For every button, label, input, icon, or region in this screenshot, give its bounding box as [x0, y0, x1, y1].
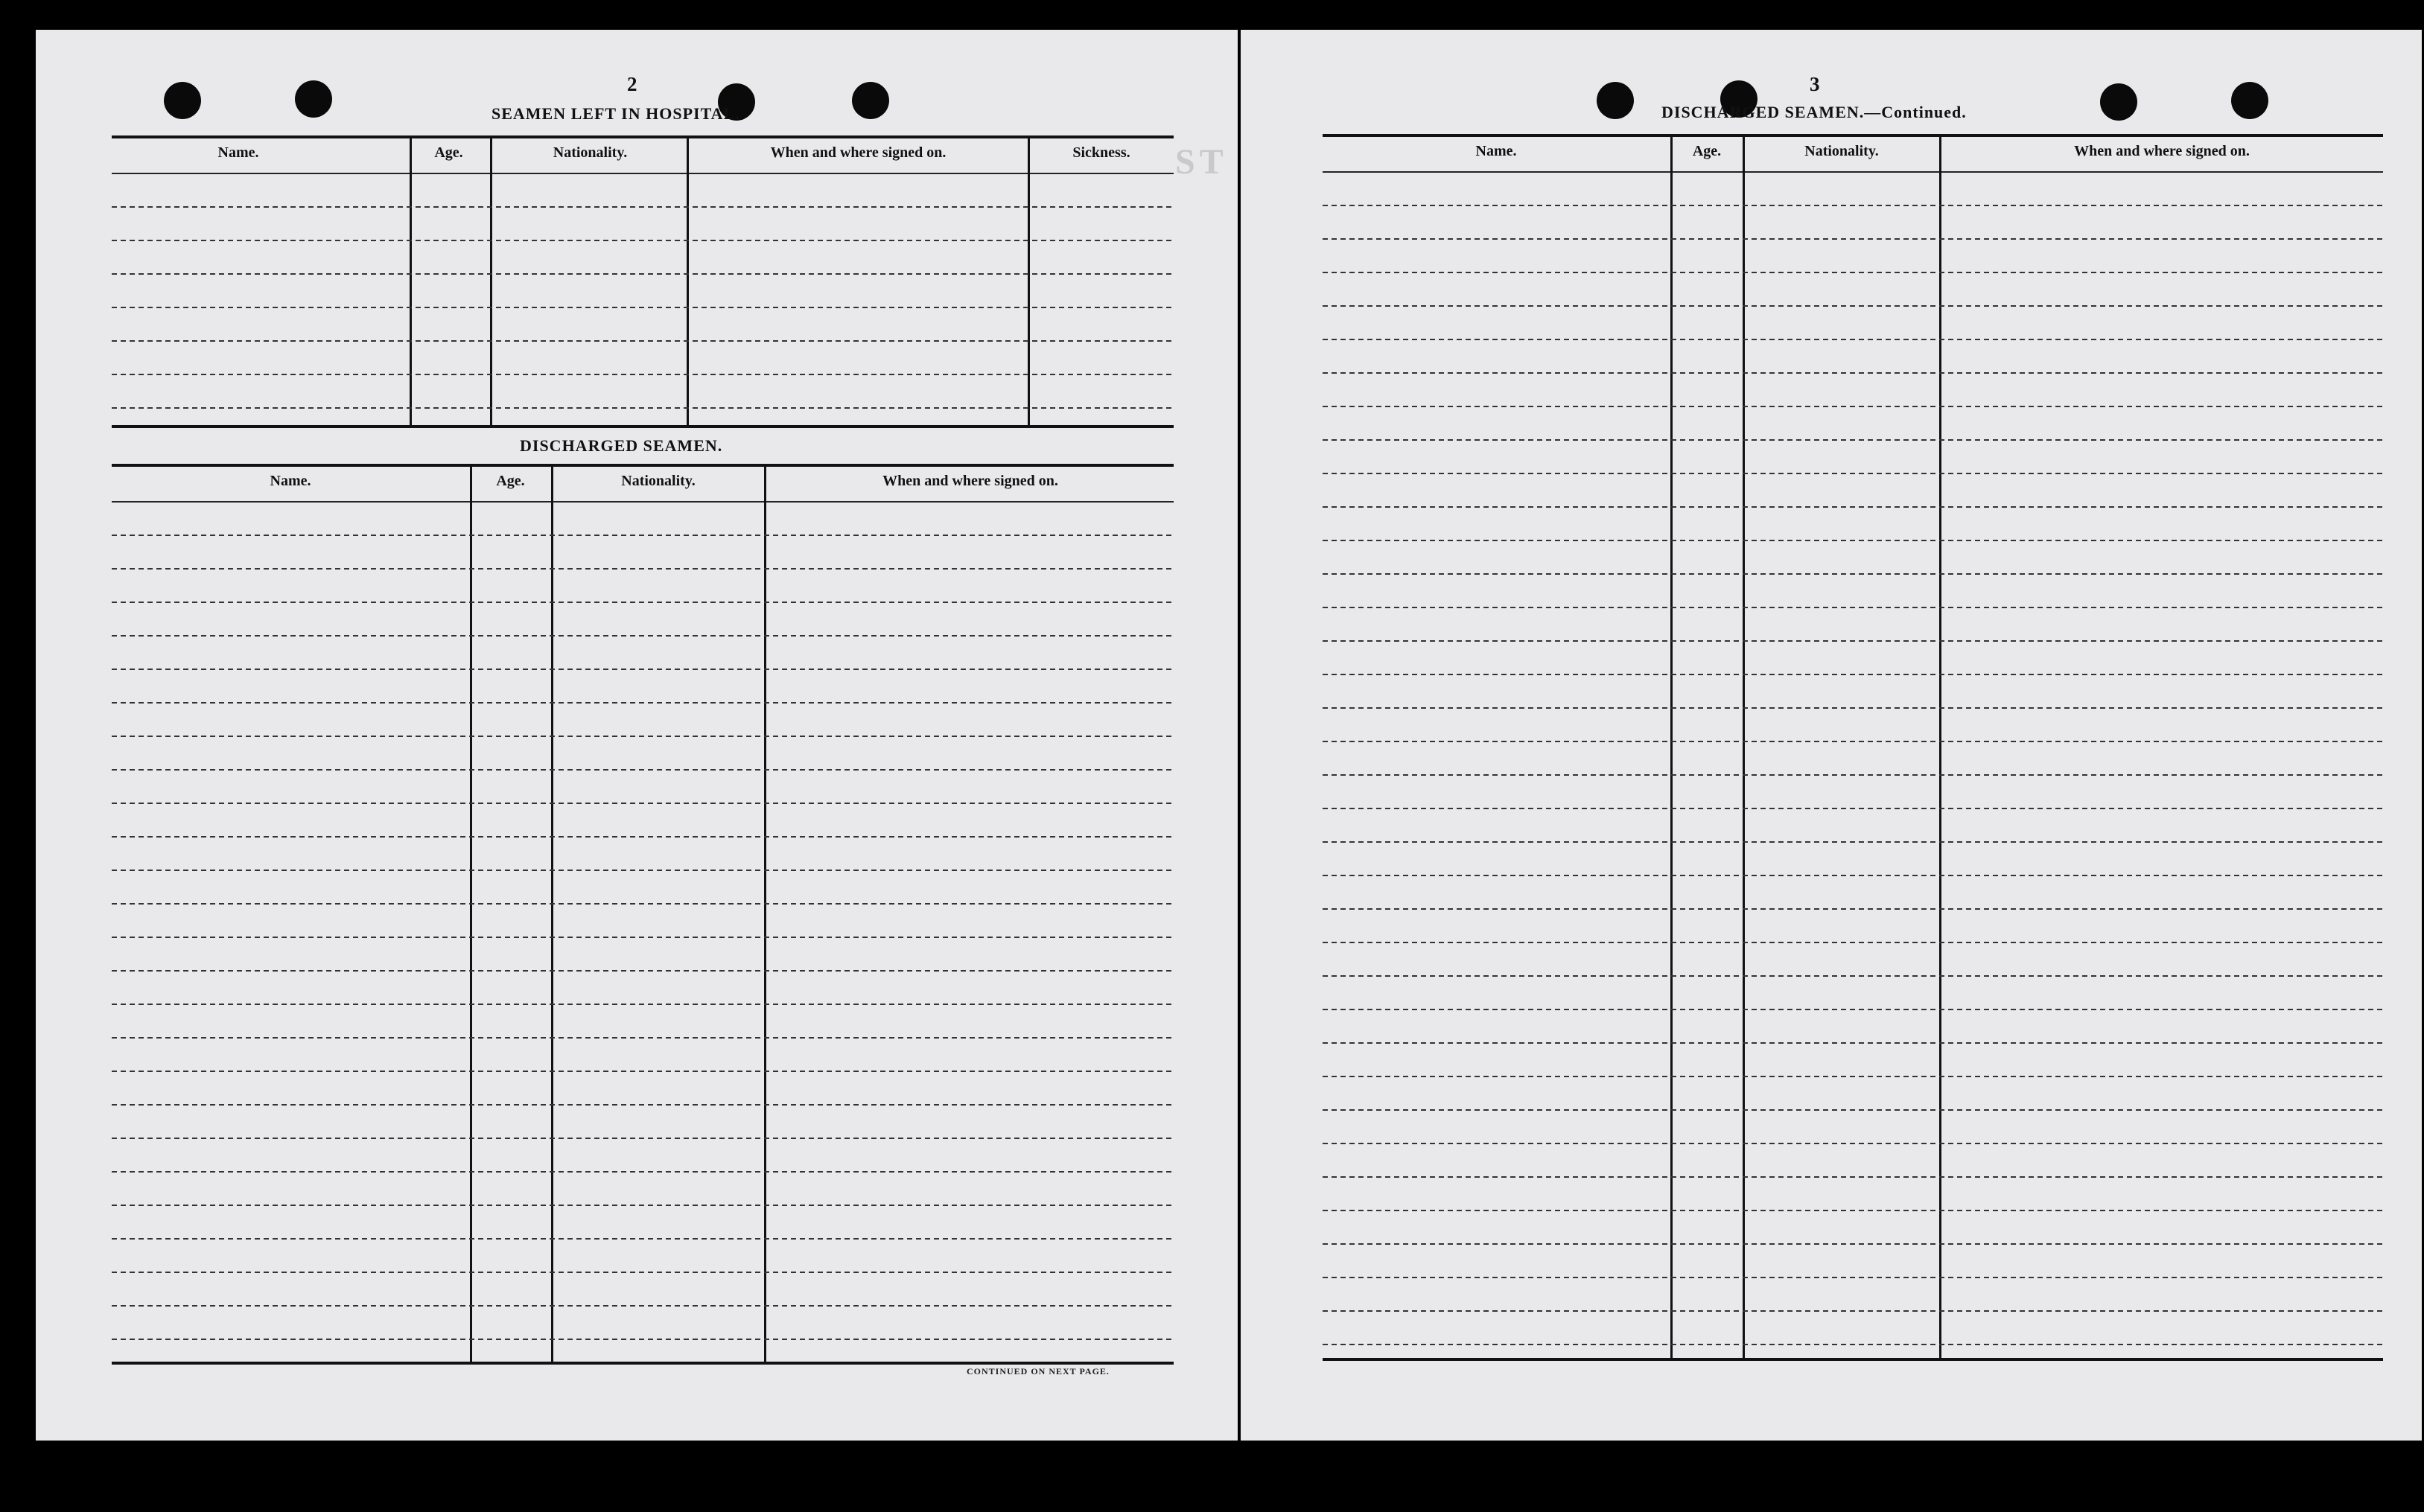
ruled-line [1323, 1009, 2383, 1010]
ruled-line [1323, 942, 2383, 943]
ruled-line [112, 1305, 1174, 1307]
ruled-line [112, 937, 1174, 938]
ruled-line [112, 1272, 1174, 1273]
ruled-line [112, 535, 1174, 536]
ruled-line [112, 602, 1174, 603]
ruled-line [112, 407, 1174, 409]
ruled-line [112, 240, 1174, 241]
column-divider [410, 138, 412, 425]
ruled-line [1323, 406, 2383, 407]
column-header-nationality: Nationality. [621, 473, 696, 489]
hospital-table [112, 135, 1174, 428]
table-header [112, 138, 1174, 174]
ruled-line [112, 307, 1174, 308]
ruled-line [1323, 372, 2383, 374]
discharged-table [112, 464, 1174, 1365]
ruled-line [1323, 573, 2383, 575]
ruled-line [1323, 1277, 2383, 1278]
ruled-line [112, 1171, 1174, 1173]
hospital-section-title: SEAMEN LEFT IN HOSPITAL. [492, 104, 740, 123]
ruled-line [112, 273, 1174, 275]
column-header-signed-on: When and where signed on. [770, 144, 947, 161]
column-header-nationality: Nationality. [553, 144, 628, 161]
ruled-line [112, 1238, 1174, 1240]
ruled-line [112, 702, 1174, 704]
ruled-line [112, 970, 1174, 972]
column-divider [687, 138, 689, 425]
ruled-line [1323, 707, 2383, 709]
ruled-line [1323, 506, 2383, 508]
ruled-line [1323, 205, 2383, 206]
ruled-line [1323, 1210, 2383, 1211]
ruled-line [1323, 1310, 2383, 1312]
ruled-line [1323, 339, 2383, 340]
ruled-line [112, 374, 1174, 375]
discharged-continued-title: DISCHARGED SEAMEN.—Continued. [1661, 103, 1967, 121]
ruled-line [112, 1339, 1174, 1340]
discharged-section-title: DISCHARGED SEAMEN. [520, 436, 723, 455]
table-header [112, 467, 1174, 503]
continued-footnote: CONTINUED ON NEXT PAGE. [967, 1366, 1110, 1377]
ruled-line [1323, 1076, 2383, 1077]
ruled-line [1323, 1344, 2383, 1345]
ruled-line [1323, 1109, 2383, 1111]
column-header-signed-on: When and where signed on. [882, 473, 1058, 489]
ruled-line [1323, 439, 2383, 441]
ruled-line [1323, 908, 2383, 910]
ruled-line [112, 836, 1174, 838]
discharged-continued-table [1323, 134, 2383, 1361]
ruled-line [112, 635, 1174, 637]
ruled-line [1323, 1176, 2383, 1178]
column-divider [490, 138, 492, 425]
column-header-age: Age. [496, 473, 525, 489]
ruled-line [1323, 540, 2383, 541]
ruled-line [1323, 272, 2383, 273]
punch-hole [2100, 83, 2137, 121]
ruled-line [112, 1004, 1174, 1005]
column-header-name: Name. [1475, 143, 1517, 159]
column-header-name: Name. [217, 144, 259, 161]
ruled-line [1323, 238, 2383, 240]
ruled-line [112, 669, 1174, 670]
page-number: 3 [1810, 73, 1820, 95]
ruled-line [1323, 808, 2383, 809]
ruled-line [1323, 1143, 2383, 1144]
punch-hole [2231, 82, 2268, 119]
ruled-line [1323, 640, 2383, 642]
ruled-line [112, 1205, 1174, 1206]
column-header-name: Name. [270, 473, 311, 489]
right-page [1241, 30, 2422, 1441]
punch-hole [295, 80, 332, 118]
ruled-line [1323, 305, 2383, 307]
ruled-line [112, 206, 1174, 208]
ruled-line [1323, 975, 2383, 977]
punch-hole [1597, 82, 1634, 119]
ruled-line [112, 803, 1174, 804]
ruled-line [112, 769, 1174, 771]
ruled-line [1323, 774, 2383, 776]
ruled-line [112, 340, 1174, 342]
ruled-line [112, 1104, 1174, 1106]
ruled-line [112, 1071, 1174, 1072]
ruled-line [1323, 473, 2383, 474]
ruled-line [112, 568, 1174, 570]
punch-hole [164, 82, 201, 119]
page-number: 2 [627, 73, 637, 95]
column-divider [1939, 137, 1941, 1358]
bleed-through-text: ST [1175, 142, 1228, 182]
ruled-line [1323, 841, 2383, 843]
column-header-sickness: Sickness. [1072, 144, 1130, 161]
ruled-line [112, 1037, 1174, 1039]
ruled-line [1323, 607, 2383, 608]
ruled-line [1323, 741, 2383, 742]
ruled-line [112, 870, 1174, 871]
column-header-age: Age. [1692, 143, 1722, 159]
punch-hole [852, 82, 889, 119]
ruled-line [1323, 1042, 2383, 1044]
column-divider [1743, 137, 1745, 1358]
column-divider [1028, 138, 1030, 425]
ruled-line [112, 1138, 1174, 1139]
table-header [1323, 137, 2383, 173]
ruled-line [1323, 875, 2383, 876]
column-header-nationality: Nationality. [1804, 143, 1879, 159]
ruled-line [1323, 1243, 2383, 1245]
column-header-signed-on: When and where signed on. [2074, 143, 2250, 159]
ruled-line [112, 903, 1174, 905]
ruled-line [112, 736, 1174, 737]
left-page [36, 30, 1238, 1441]
ruled-line [1323, 674, 2383, 675]
column-header-age: Age. [434, 144, 463, 161]
column-divider [1670, 137, 1673, 1358]
